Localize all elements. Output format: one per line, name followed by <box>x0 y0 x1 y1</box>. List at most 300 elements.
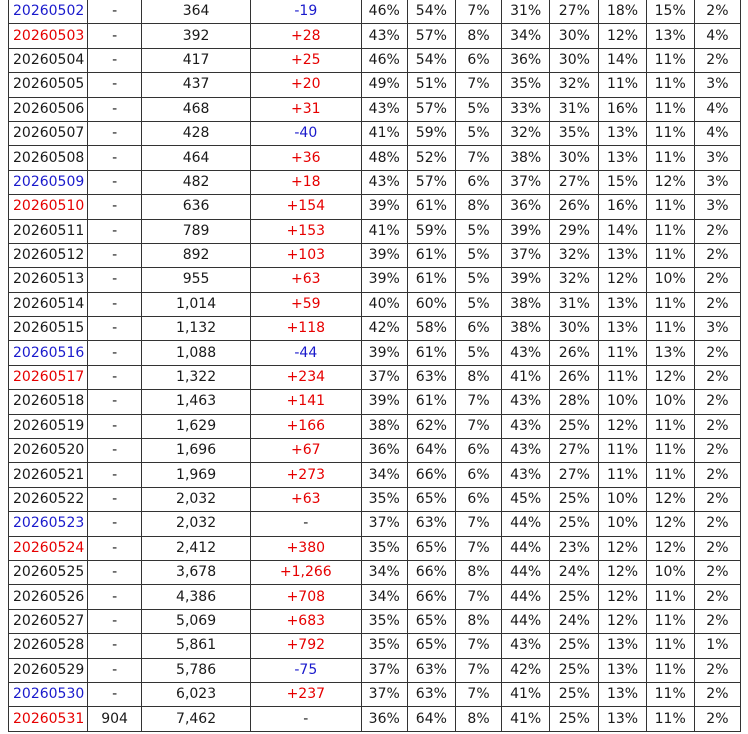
col-a-cell: - <box>87 560 141 584</box>
percent-cell: 5% <box>455 97 501 121</box>
percent-cell: 38% <box>502 317 550 341</box>
percent-cell: 11% <box>646 146 694 170</box>
percent-cell: 27% <box>550 439 599 463</box>
percent-cell: 63% <box>407 512 455 536</box>
col-a-cell: - <box>87 219 141 243</box>
percent-cell: 25% <box>550 707 599 731</box>
percent-cell: 12% <box>599 560 646 584</box>
percent-cell: 14% <box>599 48 646 72</box>
percent-cell: 12% <box>599 609 646 633</box>
table-row <box>9 414 741 438</box>
date-cell: 20260502 <box>9 0 88 24</box>
percent-cell: 13% <box>646 341 694 365</box>
percent-cell: 44% <box>502 512 550 536</box>
percent-cell: 29% <box>550 219 599 243</box>
total-cell: 892 <box>142 243 251 267</box>
percent-cell: 31% <box>550 97 599 121</box>
percent-cell: 25% <box>550 682 599 706</box>
table-row <box>9 97 741 121</box>
change-cell: +67 <box>250 439 361 463</box>
percent-cell: 12% <box>646 365 694 389</box>
percent-cell: 41% <box>502 365 550 389</box>
total-cell: 392 <box>142 24 251 48</box>
col-a-cell: - <box>87 317 141 341</box>
percent-cell: 54% <box>407 0 455 24</box>
percent-cell: 18% <box>599 0 646 24</box>
percent-cell: 25% <box>550 512 599 536</box>
percent-cell: 25% <box>550 634 599 658</box>
date-cell: 20260507 <box>9 121 88 145</box>
percent-cell: 65% <box>407 634 455 658</box>
total-cell: 1,629 <box>142 414 251 438</box>
percent-cell: 7% <box>455 585 501 609</box>
percent-cell: 8% <box>455 609 501 633</box>
percent-cell: 11% <box>646 658 694 682</box>
percent-cell: 26% <box>550 195 599 219</box>
percent-cell: 7% <box>455 414 501 438</box>
change-cell: -19 <box>250 0 361 24</box>
percent-cell: 51% <box>407 73 455 97</box>
percent-cell: 2% <box>694 560 740 584</box>
percent-cell: 11% <box>599 463 646 487</box>
table-row <box>9 24 741 48</box>
date-cell: 20260513 <box>9 268 88 292</box>
total-cell: 955 <box>142 268 251 292</box>
percent-cell: 32% <box>550 268 599 292</box>
total-cell: 5,069 <box>142 609 251 633</box>
change-cell: +63 <box>250 268 361 292</box>
percent-cell: 13% <box>599 317 646 341</box>
percent-cell: 13% <box>599 292 646 316</box>
col-a-cell: - <box>87 634 141 658</box>
table-row <box>9 73 741 97</box>
percent-cell: 7% <box>455 0 501 24</box>
percent-cell: 2% <box>694 268 740 292</box>
percent-cell: 40% <box>361 292 407 316</box>
percent-cell: 57% <box>407 97 455 121</box>
percent-cell: 25% <box>550 585 599 609</box>
total-cell: 3,678 <box>142 560 251 584</box>
percent-cell: 11% <box>646 707 694 731</box>
total-cell: 1,322 <box>142 365 251 389</box>
percent-cell: 5% <box>455 121 501 145</box>
percent-cell: 44% <box>502 609 550 633</box>
percent-cell: 4% <box>694 24 740 48</box>
table-row <box>9 487 741 511</box>
change-cell: +118 <box>250 317 361 341</box>
total-cell: 5,861 <box>142 634 251 658</box>
date-cell: 20260509 <box>9 170 88 194</box>
percent-cell: 41% <box>361 219 407 243</box>
percent-cell: 57% <box>407 170 455 194</box>
table-row <box>9 146 741 170</box>
percent-cell: 2% <box>694 243 740 267</box>
date-cell: 20260514 <box>9 292 88 316</box>
percent-cell: 61% <box>407 390 455 414</box>
total-cell: 1,088 <box>142 341 251 365</box>
percent-cell: 37% <box>502 243 550 267</box>
col-a-cell: - <box>87 268 141 292</box>
percent-cell: 6% <box>455 317 501 341</box>
percent-cell: 66% <box>407 560 455 584</box>
percent-cell: 13% <box>599 243 646 267</box>
percent-cell: 2% <box>694 463 740 487</box>
percent-cell: 61% <box>407 243 455 267</box>
percent-cell: 8% <box>455 195 501 219</box>
percent-cell: 26% <box>550 365 599 389</box>
date-cell: 20260506 <box>9 97 88 121</box>
percent-cell: 2% <box>694 682 740 706</box>
percent-cell: 11% <box>599 439 646 463</box>
col-a-cell: - <box>87 243 141 267</box>
change-cell: +103 <box>250 243 361 267</box>
date-cell: 20260529 <box>9 658 88 682</box>
col-a-cell: - <box>87 121 141 145</box>
total-cell: 2,032 <box>142 512 251 536</box>
percent-cell: 32% <box>550 243 599 267</box>
change-cell: +234 <box>250 365 361 389</box>
date-cell: 20260515 <box>9 317 88 341</box>
total-cell: 1,969 <box>142 463 251 487</box>
percent-cell: 13% <box>646 24 694 48</box>
percent-cell: 63% <box>407 365 455 389</box>
total-cell: 5,786 <box>142 658 251 682</box>
col-a-cell: - <box>87 24 141 48</box>
percent-cell: 39% <box>502 219 550 243</box>
col-a-cell: - <box>87 439 141 463</box>
percent-cell: 43% <box>361 24 407 48</box>
percent-cell: 5% <box>455 243 501 267</box>
percent-cell: 25% <box>550 658 599 682</box>
percent-cell: 66% <box>407 463 455 487</box>
percent-cell: 46% <box>361 0 407 24</box>
percent-cell: 13% <box>599 634 646 658</box>
percent-cell: 3% <box>694 73 740 97</box>
percent-cell: 64% <box>407 707 455 731</box>
percent-cell: 52% <box>407 146 455 170</box>
percent-cell: 43% <box>502 463 550 487</box>
percent-cell: 3% <box>694 146 740 170</box>
percent-cell: 2% <box>694 292 740 316</box>
percent-cell: 42% <box>361 317 407 341</box>
percent-cell: 63% <box>407 682 455 706</box>
data-table <box>8 0 741 732</box>
percent-cell: 2% <box>694 341 740 365</box>
percent-cell: 6% <box>455 48 501 72</box>
total-cell: 428 <box>142 121 251 145</box>
table-row <box>9 268 741 292</box>
col-a-cell: - <box>87 48 141 72</box>
change-cell: +1,266 <box>250 560 361 584</box>
percent-cell: 12% <box>599 24 646 48</box>
change-cell: +36 <box>250 146 361 170</box>
percent-cell: 43% <box>502 634 550 658</box>
percent-cell: 43% <box>502 341 550 365</box>
col-a-cell: - <box>87 195 141 219</box>
percent-cell: 1% <box>694 634 740 658</box>
date-cell: 20260503 <box>9 24 88 48</box>
percent-cell: 3% <box>694 170 740 194</box>
percent-cell: 58% <box>407 317 455 341</box>
col-a-cell: - <box>87 146 141 170</box>
percent-cell: 42% <box>502 658 550 682</box>
percent-cell: 2% <box>694 609 740 633</box>
date-cell: 20260505 <box>9 73 88 97</box>
percent-cell: 13% <box>599 682 646 706</box>
total-cell: 2,412 <box>142 536 251 560</box>
col-a-cell: - <box>87 390 141 414</box>
date-cell: 20260520 <box>9 439 88 463</box>
percent-cell: 7% <box>455 146 501 170</box>
percent-cell: 12% <box>646 536 694 560</box>
total-cell: 437 <box>142 73 251 97</box>
change-cell: +18 <box>250 170 361 194</box>
change-cell: +31 <box>250 97 361 121</box>
col-a-cell: - <box>87 365 141 389</box>
percent-cell: 11% <box>646 243 694 267</box>
percent-cell: 8% <box>455 707 501 731</box>
percent-cell: 44% <box>502 585 550 609</box>
percent-cell: 43% <box>361 97 407 121</box>
percent-cell: 6% <box>455 463 501 487</box>
percent-cell: 35% <box>361 634 407 658</box>
percent-cell: 5% <box>455 219 501 243</box>
percent-cell: 11% <box>646 585 694 609</box>
percent-cell: 2% <box>694 48 740 72</box>
table-row <box>9 390 741 414</box>
total-cell: 6,023 <box>142 682 251 706</box>
percent-cell: 34% <box>361 463 407 487</box>
col-a-cell: - <box>87 170 141 194</box>
percent-cell: 7% <box>455 658 501 682</box>
percent-cell: 37% <box>361 682 407 706</box>
percent-cell: 41% <box>502 707 550 731</box>
date-cell: 20260504 <box>9 48 88 72</box>
percent-cell: 33% <box>502 97 550 121</box>
percent-cell: 12% <box>599 268 646 292</box>
date-cell: 20260526 <box>9 585 88 609</box>
percent-cell: 48% <box>361 146 407 170</box>
change-cell: +20 <box>250 73 361 97</box>
percent-cell: 8% <box>455 24 501 48</box>
percent-cell: 12% <box>646 512 694 536</box>
percent-cell: 12% <box>599 585 646 609</box>
col-a-cell: - <box>87 682 141 706</box>
percent-cell: 2% <box>694 585 740 609</box>
date-cell: 20260521 <box>9 463 88 487</box>
change-cell: +708 <box>250 585 361 609</box>
percent-cell: 61% <box>407 268 455 292</box>
percent-cell: 30% <box>550 146 599 170</box>
percent-cell: 4% <box>694 121 740 145</box>
percent-cell: 32% <box>550 73 599 97</box>
percent-cell: 7% <box>455 73 501 97</box>
total-cell: 364 <box>142 0 251 24</box>
percent-cell: 30% <box>550 24 599 48</box>
percent-cell: 27% <box>550 0 599 24</box>
table-row <box>9 609 741 633</box>
date-cell: 20260525 <box>9 560 88 584</box>
col-a-cell: - <box>87 414 141 438</box>
percent-cell: 6% <box>455 487 501 511</box>
percent-cell: 59% <box>407 121 455 145</box>
percent-cell: 2% <box>694 414 740 438</box>
table-row <box>9 512 741 536</box>
table-row <box>9 121 741 145</box>
percent-cell: 4% <box>694 97 740 121</box>
col-a-cell: - <box>87 658 141 682</box>
percent-cell: 12% <box>599 414 646 438</box>
table-body <box>9 0 741 731</box>
percent-cell: 65% <box>407 609 455 633</box>
percent-cell: 11% <box>599 365 646 389</box>
table-row <box>9 170 741 194</box>
percent-cell: 2% <box>694 439 740 463</box>
percent-cell: 2% <box>694 390 740 414</box>
table-row <box>9 463 741 487</box>
percent-cell: 8% <box>455 365 501 389</box>
date-cell: 20260508 <box>9 146 88 170</box>
percent-cell: 37% <box>361 512 407 536</box>
percent-cell: 43% <box>502 390 550 414</box>
percent-cell: 31% <box>550 292 599 316</box>
col-a-cell: - <box>87 609 141 633</box>
percent-cell: 34% <box>361 560 407 584</box>
percent-cell: 13% <box>599 146 646 170</box>
date-cell: 20260527 <box>9 609 88 633</box>
table-row <box>9 243 741 267</box>
table-row <box>9 292 741 316</box>
percent-cell: 39% <box>361 243 407 267</box>
percent-cell: 45% <box>502 487 550 511</box>
total-cell: 7,462 <box>142 707 251 731</box>
date-cell: 20260519 <box>9 414 88 438</box>
percent-cell: 36% <box>502 48 550 72</box>
percent-cell: 44% <box>502 560 550 584</box>
percent-cell: 10% <box>599 487 646 511</box>
date-cell: 20260524 <box>9 536 88 560</box>
percent-cell: 11% <box>646 609 694 633</box>
table-row <box>9 439 741 463</box>
percent-cell: 66% <box>407 585 455 609</box>
percent-cell: 25% <box>550 414 599 438</box>
percent-cell: 7% <box>455 634 501 658</box>
percent-cell: 30% <box>550 48 599 72</box>
table-row <box>9 707 741 731</box>
percent-cell: 2% <box>694 487 740 511</box>
change-cell: +273 <box>250 463 361 487</box>
percent-cell: 11% <box>646 219 694 243</box>
change-cell: +153 <box>250 219 361 243</box>
table-row <box>9 682 741 706</box>
table-row <box>9 365 741 389</box>
percent-cell: 10% <box>599 512 646 536</box>
percent-cell: 35% <box>361 609 407 633</box>
total-cell: 1,132 <box>142 317 251 341</box>
percent-cell: 39% <box>502 268 550 292</box>
percent-cell: 39% <box>361 341 407 365</box>
percent-cell: 11% <box>599 341 646 365</box>
date-cell: 20260522 <box>9 487 88 511</box>
percent-cell: 11% <box>646 463 694 487</box>
percent-cell: 12% <box>646 170 694 194</box>
percent-cell: 34% <box>502 24 550 48</box>
percent-cell: 5% <box>455 341 501 365</box>
total-cell: 1,696 <box>142 439 251 463</box>
percent-cell: 59% <box>407 219 455 243</box>
change-cell: +683 <box>250 609 361 633</box>
percent-cell: 13% <box>599 658 646 682</box>
percent-cell: 65% <box>407 487 455 511</box>
percent-cell: 27% <box>550 170 599 194</box>
percent-cell: 10% <box>646 390 694 414</box>
col-a-cell: - <box>87 341 141 365</box>
col-a-cell: - <box>87 463 141 487</box>
percent-cell: 11% <box>646 439 694 463</box>
percent-cell: 38% <box>502 146 550 170</box>
percent-cell: 2% <box>694 536 740 560</box>
col-a-cell: - <box>87 0 141 24</box>
percent-cell: 46% <box>361 48 407 72</box>
col-a-cell: - <box>87 585 141 609</box>
total-cell: 1,014 <box>142 292 251 316</box>
col-a-cell: - <box>87 292 141 316</box>
percent-cell: 6% <box>455 439 501 463</box>
percent-cell: 12% <box>599 536 646 560</box>
total-cell: 417 <box>142 48 251 72</box>
change-cell: +380 <box>250 536 361 560</box>
percent-cell: 43% <box>502 439 550 463</box>
percent-cell: 39% <box>361 268 407 292</box>
total-cell: 789 <box>142 219 251 243</box>
percent-cell: 7% <box>455 682 501 706</box>
percent-cell: 44% <box>502 536 550 560</box>
percent-cell: 26% <box>550 341 599 365</box>
percent-cell: 5% <box>455 292 501 316</box>
date-cell: 20260511 <box>9 219 88 243</box>
percent-cell: 30% <box>550 317 599 341</box>
percent-cell: 36% <box>502 195 550 219</box>
date-cell: 20260530 <box>9 682 88 706</box>
percent-cell: 37% <box>361 365 407 389</box>
percent-cell: 10% <box>599 390 646 414</box>
date-cell: 20260523 <box>9 512 88 536</box>
total-cell: 464 <box>142 146 251 170</box>
date-cell: 20260516 <box>9 341 88 365</box>
percent-cell: 35% <box>502 73 550 97</box>
col-a-cell: - <box>87 73 141 97</box>
percent-cell: 16% <box>599 97 646 121</box>
change-cell: +59 <box>250 292 361 316</box>
table-row <box>9 219 741 243</box>
percent-cell: 13% <box>599 707 646 731</box>
percent-cell: 32% <box>502 121 550 145</box>
percent-cell: 15% <box>646 0 694 24</box>
percent-cell: 62% <box>407 414 455 438</box>
percent-cell: 41% <box>361 121 407 145</box>
table-row <box>9 536 741 560</box>
percent-cell: 37% <box>361 658 407 682</box>
table-row <box>9 585 741 609</box>
percent-cell: 7% <box>455 536 501 560</box>
percent-cell: 2% <box>694 512 740 536</box>
percent-cell: 36% <box>361 707 407 731</box>
table-row <box>9 317 741 341</box>
percent-cell: 43% <box>502 414 550 438</box>
percent-cell: 43% <box>361 170 407 194</box>
percent-cell: 11% <box>646 48 694 72</box>
date-cell: 20260512 <box>9 243 88 267</box>
